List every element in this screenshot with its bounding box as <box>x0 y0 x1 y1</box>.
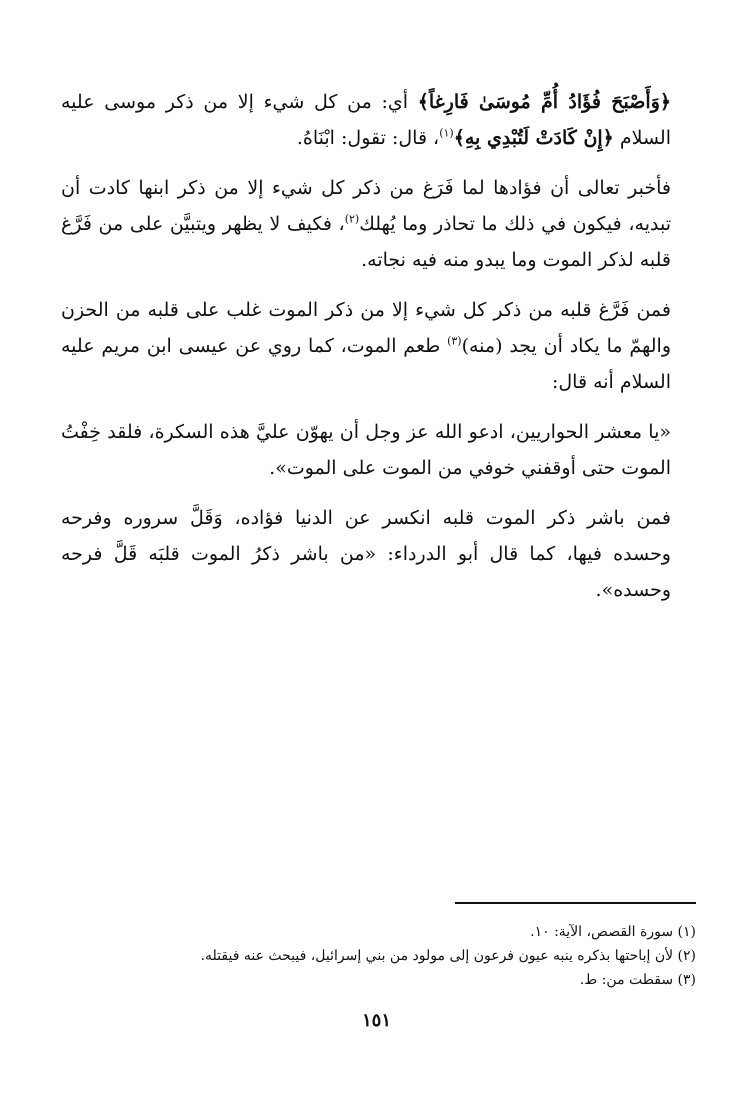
quran-verse: ﴿إِنْ كَادَتْ لَتُبْدِي بِهِ﴾ <box>453 127 614 149</box>
paragraph-text: ، فكيف لا يظهر ويتبيَّن على من فَرَّغ قلبه لذكر الموت وما يبدو منه فيه نجاته. <box>61 213 671 271</box>
footnote-ref: (١) <box>439 126 454 140</box>
paragraph-text: فمن فَرَّغ قلبه من ذكر كل شيء إلا من ذكر الموت غلب على قلبه من الحزن والهمّ ما يكاد أن يجد (منه) <box>61 299 671 357</box>
paragraph-text: ، قال: تقول: ابْنَاهُ. <box>296 127 440 149</box>
footnotes <box>56 920 696 992</box>
footnote-2: (٢) لأن إباحتها بذكره ينبه عيون فرعون إلى مولود من بني إسرائيل، فيبحث عنه فيقتله. <box>200 948 696 964</box>
paragraph-text: فمن باشر ذكر الموت قلبه انكسر عن الدنيا فؤاده، وَقَلَّ سروره وفرحه وحسده فيها، كما قال أبو الدرداء: «من باشر ذكرُ الموت قلبَه قَلَّ فرحه وحسده». <box>61 507 671 601</box>
footnote-ref: (٣) <box>447 334 462 348</box>
paragraph-1 <box>61 84 671 156</box>
paragraph-text: فأخبر تعالى أن فؤادها لما فَرَغ من ذكر كل شيء إلا من ذكر ابنها كادت أن تبديه، فيكون في ذلك ما تحاذر وما يُهلك <box>61 177 671 235</box>
paragraph-text: أي: من كل شيء إلا من ذكر موسى عليه السلام <box>61 91 671 149</box>
paragraph-2 <box>61 170 671 278</box>
footnote-divider <box>455 902 696 904</box>
paragraph-3 <box>61 292 671 400</box>
paragraph-text: طعم الموت، كما روي عن عيسى ابن مريم عليه السلام أنه قال: <box>61 335 671 393</box>
quotation-text: «يا معشر الحواريين، ادعو الله عز وجل أن يهوّن عليَّ هذه السكرة، فلقد خِفْتُ الموت حتى أوقفني خوفي من الموت على الموت». <box>61 421 671 479</box>
footnote-1: (١) سورة القصص، الآية: ١٠. <box>530 924 696 940</box>
footnote-ref: (٢) <box>344 212 360 226</box>
page-number: ١٥١ <box>361 1010 391 1031</box>
quran-verse: ﴿وَأَصْبَحَ فُؤَادُ أُمِّ مُوسَىٰ فَارِغاً﴾ <box>417 91 672 113</box>
paragraph-5 <box>61 500 671 608</box>
footnote-3: (٣) سقطت من: ط. <box>579 972 696 988</box>
main-text <box>61 84 671 622</box>
paragraph-4 <box>61 414 671 486</box>
